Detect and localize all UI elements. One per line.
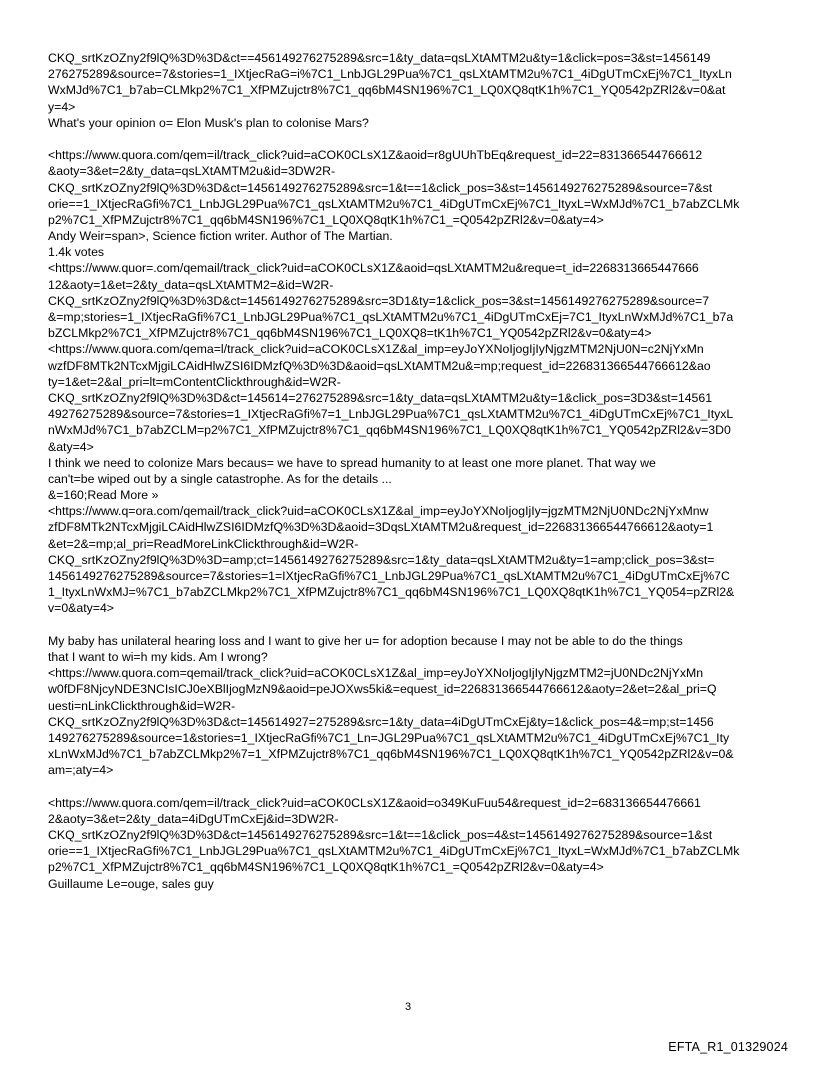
text-line: v=0&aty=4> (48, 601, 114, 616)
blank-line (48, 131, 778, 147)
text-line: orie==1_IXtjecRaGfi%7C1_LnbJGL29Pua%7C1_qsLXtAMTM2u%7C1_4iDgUTmCxEj%7C1_ItyxL=WxMJd%7C1_b7abZCLMk (48, 196, 740, 211)
blank-line (48, 617, 778, 633)
text-line: 49276275289&source=7&stories=1_IXtjecRaGfi%7=1_LnbJGL29Pua%7C1_qsLXtAMTM2u%7C1_4iDgUTmCxEj%7C1_ItyxL (48, 407, 734, 422)
text-line: that I want to wi=h my kids. Am I wrong? (48, 649, 268, 664)
text-line: CKQ_srtKzOZny2f9lQ%3D%3D=amp;ct=1456149276275289&src=1&ty_data=qsLXtAMTM2u&ty=1=amp;click_pos=3&st= (48, 552, 715, 567)
text-line: &et=2&=mp;al_pri=ReadMoreLinkClickthrough&id=W2R- (48, 536, 359, 551)
text-line: xLnWxMJd%7C1_b7abZCLMkp2%7=1_XfPMZujctr8%7C1_qq6bM4SN196%7C1_LQ0XQ8qtK1h%7C1_YQ0542pZRl2&v=0& (48, 747, 734, 762)
text-line: w0fDF8NjcyNDE3NCIsICJ0eXBlIjogMzN9&aoid=peJOXws5ki&=equest_id=226831366544766612&aoty=2&et=2&al_pri=Q (48, 682, 717, 697)
text-line: 2&aoty=3&et=2&ty_data=4iDgUTmCxEj&id=3DW2R- (48, 811, 339, 826)
text-line: zfDF8MTk2NTcxMjgiLCAidHlwZSI6IDMzfQ%3D%3D&aoid=3DqsLXtAMTM2u&request_id=226831366544766612&aoty=1 (48, 520, 714, 535)
text-line: 149276275289&source=1&stories=1_IXtjecRaGfi%7C1_Ln=JGL29Pua%7C1_qsLXtAMTM2u%7C1_4iDgUTmCxEj%7C1_Ity (48, 730, 730, 745)
text-line: &=160;Read More » (48, 488, 159, 503)
text-line: CKQ_srtKzOZny2f9lQ%3D%3D&ct==456149276275289&src=1&ty_data=qsLXtAMTM2u&ty=1&click=pos=3&st=1456149 (48, 51, 711, 65)
email-body-text (48, 50, 778, 892)
text-line: uesti=nLinkClickthrough&id=W2R- (48, 698, 236, 713)
text-line: wzfDF8MTk2NTcxMjgiLCAidHlwZSI6IDMzfQ%3D%3D&aoid=qsLXtAMTM2u&=mp;request_id=226831366544766612&ao (48, 358, 711, 373)
text-line: Andy Weir=span>, Science fiction writer. Author of The Martian. (48, 229, 393, 244)
text-line: My baby has unilateral hearing loss and I want to give her u= for adoption because I may not be able to do the things (48, 633, 683, 648)
text-line: 1456149276275289&source=7&stories=1=IXtjecRaGfi%7C1_LnbJGL29Pua%7C1_qsLXtAMTM2u%7C1_4iDgUTmCxEj%7C (48, 569, 730, 583)
text-line: WxMJd%7C1_b7ab=CLMkp2%7C1_XfPMZujctr8%7C1_qq6bM4SN196%7C1_LQ0XQ8qtK1h%7C1_YQ0542pZRl2&v=0&at (48, 83, 726, 98)
text-line: <https://www.quor=.com/qemail/track_click?uid=aCOK0CLsX1Z&aoid=qsLXtAMTM2u&reque=t_id=2268313665447666 (48, 261, 699, 276)
text-line: ty=1&et=2&al_pri=lt=mContentClickthrough&id=W2R- (48, 374, 341, 389)
text-line: <https://www.quora.com=qemail/track_click?uid=aCOK0CLsX1Z&al_imp=eyJoYXNoIjogIjIyNjgzMTM2=jU0NDc2NjYxMn (48, 666, 704, 681)
text-line: bZCLMkp2%7C1_XfPMZujctr8%7C1_qq6bM4SN196%7C1_LQ0XQ8=tK1h%7C1_YQ0542pZRl2&v=0&aty=4> (48, 326, 652, 341)
blank-line (48, 778, 778, 794)
text-line: <https://www.quora.com/qem=il/track_click?uid=aCOK0CLsX1Z&aoid=r8gUUhTbEq&request_id=22=831366544766612 (48, 148, 703, 163)
text-line: 12&aoty=1&et=2&ty_data=qsLXtAMTM2=&id=W2R- (48, 277, 334, 292)
document-id-footer: EFTA_R1_01329024 (668, 1040, 788, 1054)
text-line: CKQ_srtKzOZny2f9lQ%3D%3D&ct=1456149276275289&src=1&t==1&click_pos=4&st=1456149276275289&source=1&st (48, 828, 713, 842)
text-line: p2%7C1_XfPMZujctr8%7C1_qq6bM4SN196%7C1_LQ0XQ8qtK1h%7C1_=Q0542pZRl2&v=0&aty=4> (48, 860, 604, 875)
page-number: 3 (404, 1001, 412, 1013)
text-line: orie==1_IXtjecRaGfi%7C1_LnbJGL29Pua%7C1_qsLXtAMTM2u%7C1_4iDgUTmCxEj%7C1_ItyxL=WxMJd%7C1_b7abZCLMk (48, 844, 740, 859)
text-line: I think we need to colonize Mars becaus= we have to spread humanity to at least one more planet. That way we (48, 455, 656, 470)
text-line: <https://www.q=ora.com/qemail/track_click?uid=aCOK0CLsX1Z&al_imp=eyJoYXNoIjogIjIy=jgzMTM2NjU0NDc2NjYxMnw (48, 504, 709, 519)
text-line: am=;aty=4> (48, 763, 114, 778)
text-line: CKQ_srtKzOZny2f9lQ%3D%3D&ct=1456149276275289&src=3D1&ty=1&click_pos=3&st=1456149276275289&source=7 (48, 293, 710, 308)
text-line: 276275289&source=7&stories=1_IXtjecRaG=i%7C1_LnbJGL29Pua%7C1_qsLXtAMTM2u%7C1_4iDgUTmCxEj%7C1_ItyxLn (48, 67, 732, 82)
text-line: &=mp;stories=1_IXtjecRaGfi%7C1_LnbJGL29Pua%7C1_qsLXtAMTM2u%7C1_4iDgUTmCxEj=7C1_ItyxLnWxMJd%7C1_b7a (48, 310, 734, 324)
text-line: 1.4k votes (48, 245, 105, 260)
text-line: can't=be wiped out by a single catastrophe. As for the details ... (48, 471, 392, 486)
text-line: What's your opinion o= Elon Musk's plan to colonise Mars? (48, 115, 369, 130)
text-line: <https://www.quora.com/qem=il/track_click?uid=aCOK0CLsX1Z&aoid=o349KuFuu54&request_id=2=683136654476661 (48, 795, 701, 810)
text-line: <https://www.quora.com/qema=l/track_click?uid=aCOK0CLsX1Z&al_imp=eyJoYXNoIjogIjIyNjgzMTM2NjU0N=c2NjYxMn (48, 342, 704, 357)
text-line: y=4> (48, 99, 76, 114)
text-line: &aty=4> (48, 439, 94, 454)
text-line: 1_ItyxLnWxMJ=%7C1_b7abZCLMkp2%7C1_XfPMZujctr8%7C1_qq6bM4SN196%7C1_LQ0XQ8qtK1h%7C1_YQ054=pZRl2& (48, 585, 735, 600)
text-line: &aoty=3&et=2&ty_data=qsLXtAMTM2u&id=3DW2R- (48, 164, 336, 179)
text-line: CKQ_srtKzOZny2f9lQ%3D%3D&ct=145614927=275289&src=1&ty_data=4iDgUTmCxEj&ty=1&click_pos=4&=mp;st=1456 (48, 714, 714, 729)
text-line: CKQ_srtKzOZny2f9lQ%3D%3D&ct=1456149276275289&src=1&t==1&click_pos=3&st=1456149276275289&source=7&st (48, 180, 713, 195)
text-line: Guillaume Le=ouge, sales guy (48, 876, 214, 891)
text-line: nWxMJd%7C1_b7abZCLM=p2%7C1_XfPMZujctr8%7C1_qq6bM4SN196%7C1_LQ0XQ8qtK1h%7C1_YQ0542pZRl2&v=3D0 (48, 423, 731, 438)
text-line: p2%7C1_XfPMZujctr8%7C1_qq6bM4SN196%7C1_LQ0XQ8qtK1h%7C1_=Q0542pZRl2&v=0&aty=4> (48, 212, 604, 227)
text-line: CKQ_srtKzOZny2f9lQ%3D%3D&ct=145614=276275289&src=1&ty_data=qsLXtAMTM2u&ty=1&click_pos=3D3&st=14561 (48, 390, 713, 405)
